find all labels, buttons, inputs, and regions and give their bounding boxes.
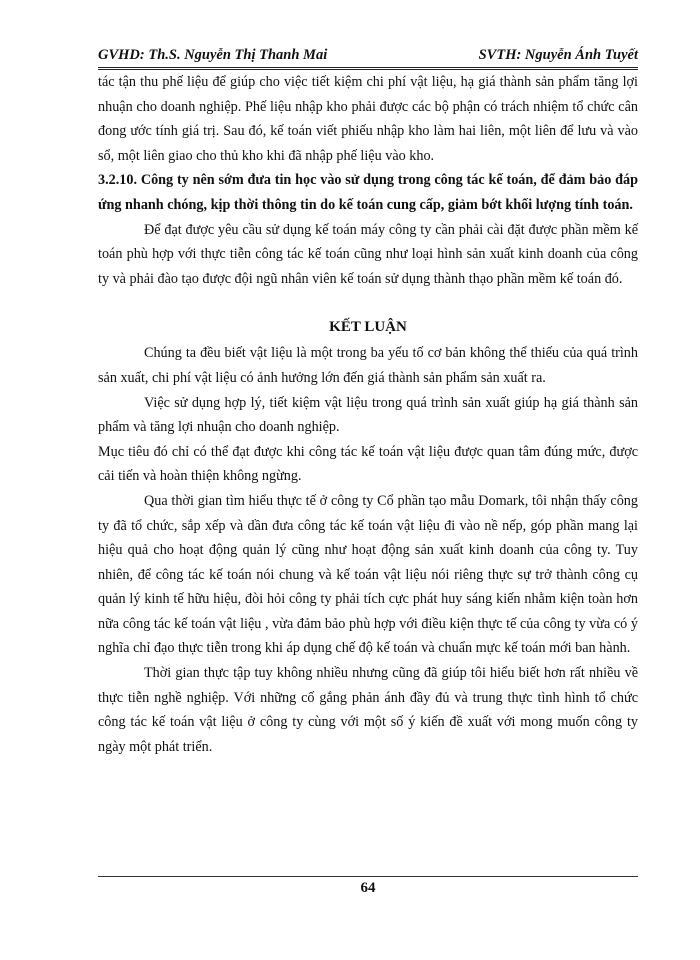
conclusion-paragraph-5: Thời gian thực tập tuy không nhiều nhưng cũng đã giúp tôi hiểu biết hơn rất nhiều về thực tiễn nghề nghiệp. Với những cố gắng phản ánh đầy đủ và trung thực tình hình tổ chức công tác kế toán vật liệu ở công ty cùng với một số ý kiến đề xuất với mong muốn công ty ngày một phát triển.: [98, 665, 638, 755]
footer-divider: [98, 876, 638, 877]
conclusion-paragraph-3: Mục tiêu đó chỉ có thể đạt được khi công tác kế toán vật liệu được quan tâm đúng mức, được cải tiến và hoàn thiện không ngừng.: [98, 443, 638, 485]
conclusion-title: KẾT LUẬN: [329, 319, 407, 336]
paragraph-accounting-software: Để đạt được yêu cầu sử dụng kế toán máy công ty cần phải cài đặt được phần mềm kế toán phù hợp với thực tiễn công tác kế toán cũng như loại hình sản xuất kinh doanh của công ty và phải đào tạo được đội ngũ nhân viên kế toán sử dụng thành thạo phần mềm kế toán đó.: [98, 221, 638, 287]
page-number: 64: [360, 880, 376, 896]
paragraph-scrap-materials: tác tận thu phế liệu để giúp cho việc tiết kiệm chi phí vật liệu, hạ giá thành sản phẩm tăng lợi nhuận cho doanh nghiệp. Phế liệu nhập kho phải được các bộ phận có trách nhiệm tổ chức cân đong ước tính giá trị. Sau đó, kế toán viết phiếu nhập kho làm hai liên, một liên để lưu và vào sổ, một liên giao cho thủ kho khi đã nhập phế liệu vào kho.: [98, 74, 638, 164]
subheading-3-2-10: 3.2.10. Công ty nên sớm đưa tin học vào sử dụng trong công tác kế toán, để đảm bảo đáp ứng nhanh chóng, kịp thời thông tin do kế toán cung cấp, giảm bớt khối lượng tính toán.: [98, 172, 638, 213]
page-content: [98, 70, 638, 759]
header-student: SVTH: Nguyễn Ánh Tuyết: [478, 47, 638, 63]
header-advisor: GVHD: Th.S. Nguyễn Thị Thanh Mai: [98, 47, 328, 63]
conclusion-paragraph-2: Việc sử dụng hợp lý, tiết kiệm vật liệu trong quá trình sản xuất giúp hạ giá thành sản phẩm và tăng lợi nhuận cho doanh nghiệp.: [98, 394, 638, 436]
conclusion-paragraph-1: Chúng ta đều biết vật liệu là một trong ba yếu tố cơ bản không thể thiếu của quá trình sản xuất, chi phí vật liệu có ảnh hưởng lớn đến giá thành sản phẩm sản xuất ra.: [98, 345, 638, 386]
page-header: [98, 38, 638, 70]
conclusion-paragraph-4: Qua thời gian tìm hiểu thực tế ở công ty Cổ phần tạo mẫu Domark, tôi nhận thấy công ty đã tổ chức, sắp xếp và dần đưa công tác kế toán vật liệu đi vào nề nếp, góp phần mang lại hiệu quả cho hoạt động quản lý cũng như hoạt động sản xuất kinh doanh của công ty. Tuy nhiên, để công tác kế toán nói chung và kế toán vật liệu nói riêng thực sự trở thành công cụ quản lý kinh tế hữu hiệu, đòi hỏi công ty phải tích cực phát huy sáng kiến nhằm kiện toàn hơn nữa công tác kế toán vật liệu , vừa đảm bảo phù hợp với điều kiện thực tế của công ty vừa có ý nghĩa chỉ đạo thực tiễn trong khi áp dụng chế độ kế toán và chuẩn mực kế toán mới ban hành.: [98, 492, 638, 657]
